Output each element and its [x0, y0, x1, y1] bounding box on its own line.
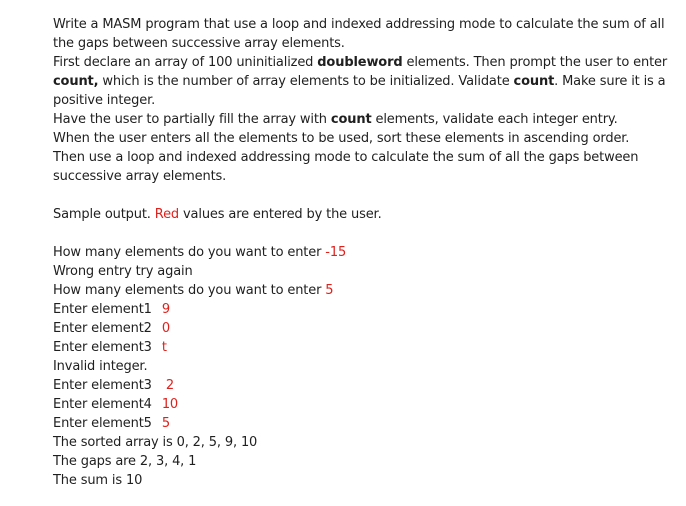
- instruction-text: elements, validate each integer entry.: [371, 112, 618, 127]
- console-text: The gaps are 2, 3, 4, 1: [53, 454, 197, 469]
- instruction-text: . Make sure it is a: [554, 74, 666, 89]
- user-input-value: 5: [161, 416, 170, 431]
- sample-output-line: [53, 300, 673, 319]
- console-text: Wrong entry try again: [53, 264, 193, 279]
- instruction-text: which is the number of array elements to be initialized. Validate: [98, 74, 514, 89]
- user-input-value: 9: [161, 302, 170, 317]
- instruction-text: Then use a loop and indexed addressing mode to calculate the sum of all the gaps between: [53, 150, 639, 165]
- bold-term-doubleword: doubleword: [317, 55, 403, 70]
- sample-output-line: [53, 433, 673, 452]
- instruction-text: Have the user to partially fill the array with: [53, 112, 331, 127]
- user-input-value: -15: [325, 245, 347, 260]
- sample-output-line: [53, 357, 673, 376]
- instruction-text: Write a MASM program that use a loop and indexed addressing mode to calculate the sum of all: [53, 17, 665, 32]
- instructions-block: [53, 15, 673, 186]
- sample-output-line: [53, 452, 673, 471]
- instruction-line: [53, 148, 673, 167]
- console-text: Enter element5: [53, 416, 152, 431]
- instruction-text: When the user enters all the elements to be used, sort these elements in ascending order.: [53, 131, 630, 146]
- user-input-value: 5: [325, 283, 334, 298]
- instruction-text: successive array elements.: [53, 169, 227, 184]
- header-red-word: Red: [154, 207, 180, 222]
- assignment-document: [53, 15, 673, 490]
- instruction-line: [53, 53, 673, 72]
- console-text: Enter element4: [53, 397, 152, 412]
- user-input-value: 0: [161, 321, 170, 336]
- console-text: How many elements do you want to enter: [53, 283, 326, 298]
- instruction-text: the gaps between successive array elements.: [53, 36, 345, 51]
- instruction-text: First declare an array of 100 uninitialized: [53, 55, 318, 70]
- instruction-line: [53, 15, 673, 34]
- instruction-line: [53, 72, 673, 91]
- sample-output-line: [53, 395, 673, 414]
- sample-output-line: [53, 319, 673, 338]
- user-input-value: 2: [165, 378, 174, 393]
- sample-output-line: [53, 376, 673, 395]
- instruction-text: positive integer.: [53, 93, 156, 108]
- sample-output-line: [53, 414, 673, 433]
- console-text: How many elements do you want to enter: [53, 245, 326, 260]
- user-input-value: 10: [161, 397, 179, 412]
- console-text: Enter element2: [53, 321, 152, 336]
- instruction-text: elements. Then prompt the user to enter: [402, 55, 668, 70]
- console-text: The sorted array is 0, 2, 5, 9, 10: [53, 435, 258, 450]
- sample-output-block: [53, 243, 673, 490]
- bold-term-count: count,: [53, 74, 99, 89]
- header-text: values are entered by the user.: [179, 207, 382, 222]
- console-text: Enter element3: [53, 378, 152, 393]
- sample-output-line: [53, 471, 673, 490]
- console-text: Enter element1: [53, 302, 152, 317]
- sample-output-header: [53, 205, 673, 224]
- instruction-line: [53, 110, 673, 129]
- sample-output-line: [53, 243, 673, 262]
- bold-term-count: count: [513, 74, 555, 89]
- bold-term-count: count: [330, 112, 372, 127]
- sample-output-line: [53, 281, 673, 300]
- user-input-value: t: [161, 340, 167, 355]
- instruction-line: [53, 91, 673, 110]
- sample-output-line: [53, 338, 673, 357]
- header-text: Sample output.: [53, 207, 155, 222]
- instruction-line: [53, 167, 673, 186]
- sample-output-line: [53, 262, 673, 281]
- instruction-line: [53, 34, 673, 53]
- console-text: Invalid integer.: [53, 359, 148, 374]
- console-text: Enter element3: [53, 340, 152, 355]
- instruction-line: [53, 129, 673, 148]
- console-text: The sum is 10: [53, 473, 143, 488]
